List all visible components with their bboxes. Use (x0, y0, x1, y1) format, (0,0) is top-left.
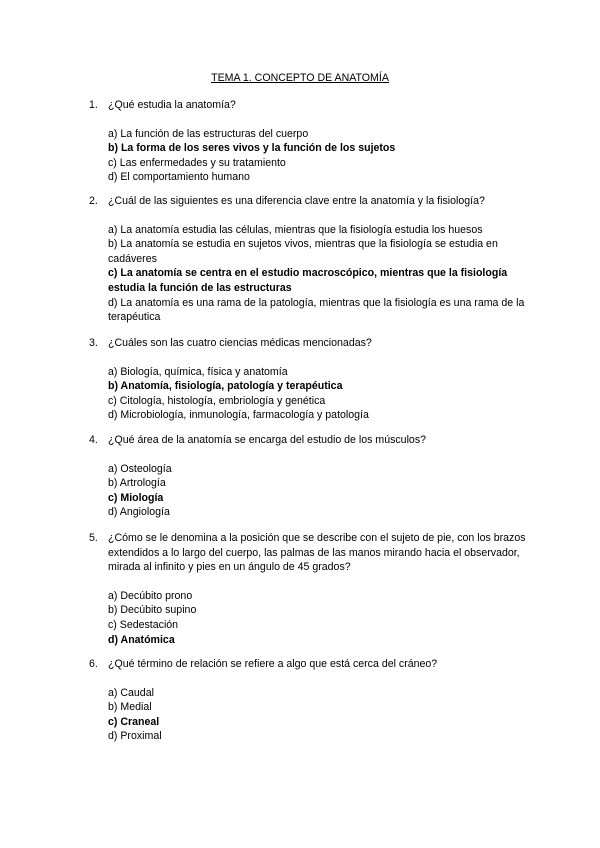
question-text: ¿Qué área de la anatomía se encarga del estudio de los músculos? (108, 434, 427, 446)
option-d: d) La anatomía es una rama de la patología, mientras que la fisiología es una rama de la terapéutica (108, 296, 525, 324)
option-b: b) La anatomía se estudia en sujetos vivos, mientras que la fisiología se estudia en cadáveres (108, 238, 498, 265)
question-4 (89, 433, 529, 520)
question-1 (89, 98, 529, 185)
option-a: a) Decúbito prono (108, 589, 193, 602)
option-c: c) Las enfermedades y su tratamiento (108, 156, 286, 169)
option-c-correct: c) La anatomía se centra en el estudio macroscópico, mientras que la fisiología estudia la función de las estructuras (108, 267, 508, 294)
option-d: d) Angiología (108, 506, 170, 519)
option-d: d) Microbiología, inmunología, farmacología y patología (108, 409, 369, 422)
option-a: a) Osteología (108, 462, 172, 475)
option-a: a) Caudal (108, 686, 154, 699)
option-c-correct: c) Miología (108, 491, 164, 504)
option-list (108, 462, 529, 520)
question-number: 4. (89, 434, 98, 446)
option-d-correct: d) Anatómica (108, 633, 175, 646)
option-b-correct: b) Anatomía, fisiología, patología y terapéutica (108, 380, 343, 393)
option-b: b) Medial (108, 701, 152, 714)
question-text: ¿Cómo se le denomina a la posición que se describe con el sujeto de pie, con los brazos extendidos a lo largo del cuerpo, las palmas de las manos mirando hacia el observador, mirada al infinito y pies en un ángulo de 45 grados? (108, 532, 526, 574)
question-3 (89, 336, 529, 423)
question-2 (89, 194, 529, 325)
option-list (108, 589, 529, 647)
option-b: b) Artrología (108, 477, 166, 490)
question-text: ¿Qué estudia la anatomía? (108, 99, 236, 111)
option-list (108, 127, 529, 185)
option-list (108, 686, 529, 744)
option-d: d) Proximal (108, 730, 162, 743)
question-text: ¿Cuál de las siguientes es una diferencia clave entre la anatomía y la fisiología? (108, 195, 485, 207)
option-c-correct: c) Craneal (108, 715, 160, 728)
document-title: TEMA 1. CONCEPTO DE ANATOMÍA (211, 72, 389, 84)
question-text: ¿Qué término de relación se refiere a algo que está cerca del cráneo? (108, 658, 438, 670)
question-6 (89, 657, 529, 744)
option-list (108, 365, 529, 423)
option-a: a) La anatomía estudia las células, mientras que la fisiología estudia los huesos (108, 223, 483, 236)
question-number: 5. (89, 532, 98, 544)
option-a: a) La función de las estructuras del cuerpo (108, 127, 309, 140)
option-c: c) Citología, histología, embriología y genética (108, 394, 326, 407)
option-a: a) Biología, química, física y anatomía (108, 365, 288, 378)
question-number: 6. (89, 658, 98, 670)
question-number: 1. (89, 99, 98, 111)
question-text: ¿Cuáles son las cuatro ciencias médicas mencionadas? (108, 337, 372, 349)
option-b: b) Decúbito supino (108, 604, 197, 617)
option-c: c) Sedestación (108, 618, 179, 631)
question-5 (89, 531, 529, 647)
question-number: 2. (89, 195, 98, 207)
option-d: d) El comportamiento humano (108, 171, 250, 184)
question-number: 3. (89, 337, 98, 349)
option-b-correct: b) La forma de los seres vivos y la función de los sujetos (108, 142, 396, 155)
option-list (108, 223, 529, 325)
